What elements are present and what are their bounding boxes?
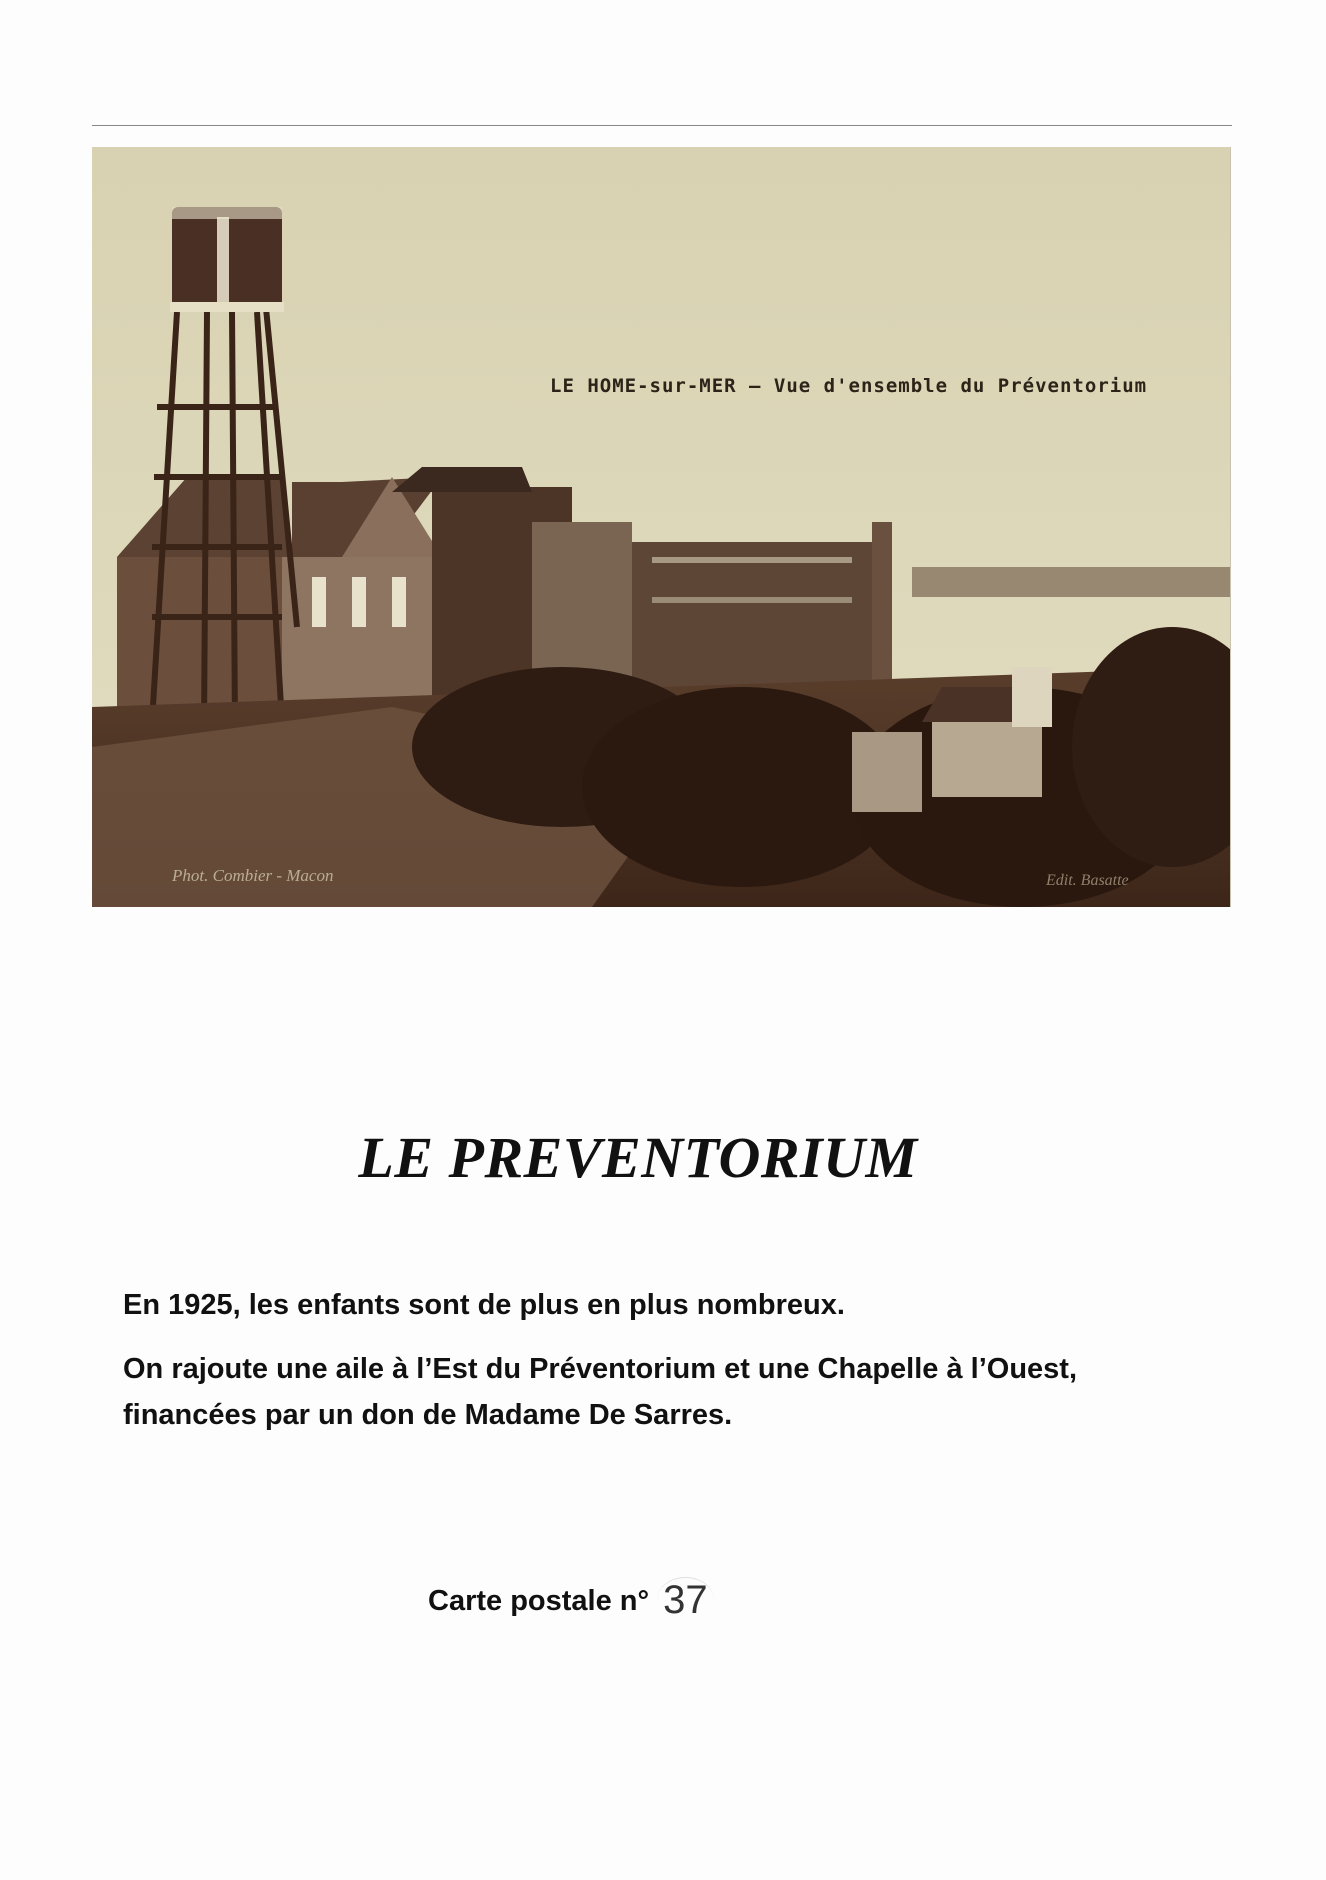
top-rule xyxy=(92,125,1232,126)
paragraph: En 1925, les enfants sont de plus en plus nombreux. xyxy=(123,1289,845,1321)
publisher-credit: Edit. Basatte xyxy=(1046,872,1129,889)
paragraph: On rajoute une aile à l’Est du Préventorium et une Chapelle à l’Ouest, financées par un don de Madame De Sarres. xyxy=(123,1353,1078,1431)
card-number-label: Carte postale n° xyxy=(428,1585,650,1617)
body-text xyxy=(123,1282,1183,1456)
postcard-photo xyxy=(92,147,1230,907)
postcard-image xyxy=(92,147,1231,907)
card-number-value: 37 xyxy=(657,1577,714,1623)
postcard-caption: LE HOME-sur-MER — Vue d'ensemble du Préventorium xyxy=(550,375,1148,397)
page-title: LE PREVENTORIUM xyxy=(358,1125,918,1190)
photo-credit: Phot. Combier - Macon xyxy=(172,866,334,885)
card-number xyxy=(428,1574,714,1620)
